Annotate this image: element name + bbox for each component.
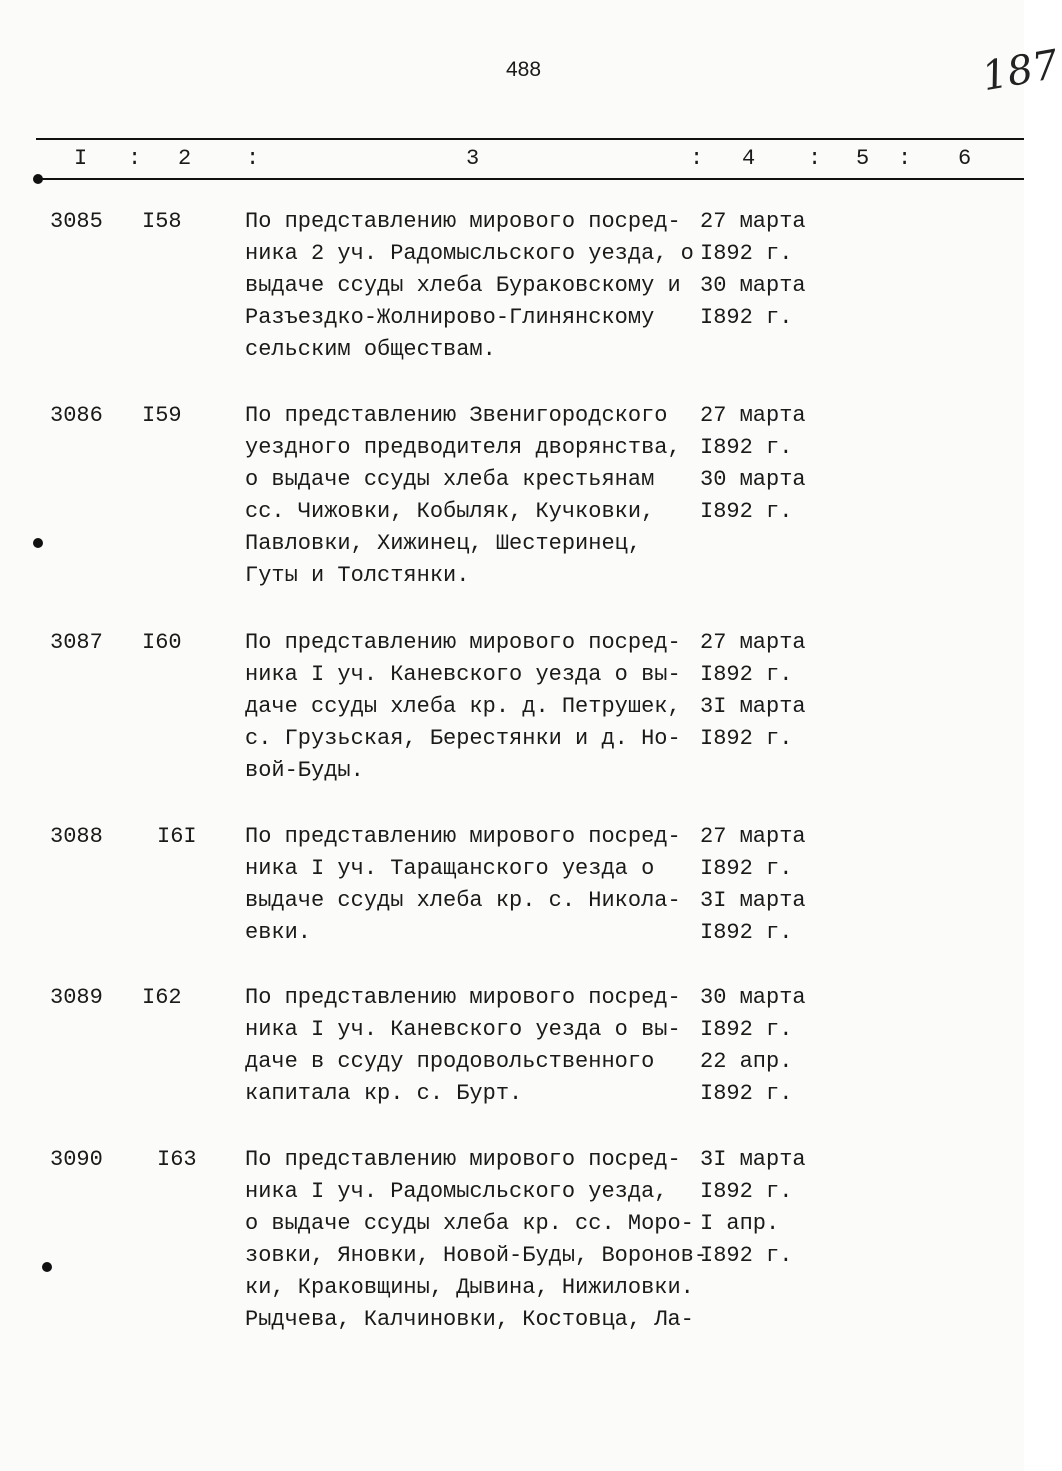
- date-line: 27 марта: [700, 209, 806, 234]
- date-line: 30 марта: [700, 467, 806, 492]
- description-line: ника I уч. Радомысльского уезда,: [245, 1179, 668, 1204]
- description-line: даче ссуды хлеба кр. д. Петрушек,: [245, 694, 681, 719]
- description-line: с. Грузьская, Берестянки и д. Но-: [245, 726, 681, 751]
- date-line: 3I марта: [700, 1147, 806, 1172]
- date-line: I892 г.: [700, 856, 793, 881]
- entry-sheet-number: I60: [142, 630, 182, 655]
- entry-number: 3089: [50, 985, 103, 1010]
- entry-description: [245, 400, 681, 592]
- description-line: ника 2 уч. Радомысльского уезда, о: [245, 241, 694, 266]
- handwritten-sheet-number: 187: [978, 41, 1062, 101]
- description-line: вой-Буды.: [245, 758, 364, 783]
- date-line: 27 марта: [700, 403, 806, 428]
- date-line: I892 г.: [700, 241, 793, 266]
- date-line: I892 г.: [700, 1243, 793, 1268]
- description-line: По представлению мирового посред-: [245, 630, 681, 655]
- column-header: 4: [742, 146, 756, 171]
- date-line: I892 г.: [700, 305, 793, 330]
- description-line: ника I уч. Каневского уезда о вы-: [245, 662, 681, 687]
- description-line: выдаче ссуды хлеба Бураковскому и: [245, 273, 681, 298]
- entry-dates: [700, 400, 806, 528]
- column-header: 3: [466, 146, 480, 171]
- entry-dates: [700, 627, 806, 755]
- entry-number: 3090: [50, 1147, 103, 1172]
- description-line: Гуты и Толстянки.: [245, 563, 470, 588]
- date-line: 27 марта: [700, 824, 806, 849]
- description-line: ки, Краковщины, Дывина, Нижиловки.: [245, 1275, 694, 1300]
- entry-dates: [700, 982, 806, 1110]
- entry-description: [245, 982, 681, 1110]
- entry-description: [245, 627, 681, 787]
- date-line: 30 марта: [700, 985, 806, 1010]
- description-line: ника I уч. Таращанского уезда о: [245, 856, 655, 881]
- column-separator: :: [898, 146, 912, 171]
- entry-dates: [700, 821, 806, 949]
- entry-description: [245, 1144, 707, 1336]
- entry-number: 3087: [50, 630, 103, 655]
- description-line: сс. Чижовки, Кобыляк, Кучковки,: [245, 499, 655, 524]
- entry-sheet-number: I6I: [157, 824, 197, 849]
- date-line: I892 г.: [700, 1017, 793, 1042]
- entry-dates: [700, 1144, 806, 1272]
- punch-hole-mark: [42, 1262, 52, 1272]
- date-line: 30 марта: [700, 273, 806, 298]
- description-line: выдаче ссуды хлеба кр. с. Никола-: [245, 888, 681, 913]
- date-line: I892 г.: [700, 726, 793, 751]
- description-line: сельским обществам.: [245, 337, 496, 362]
- date-line: 3I марта: [700, 694, 806, 719]
- description-line: ника I уч. Каневского уезда о вы-: [245, 1017, 681, 1042]
- column-separator: :: [246, 146, 260, 171]
- column-header: 6: [958, 146, 972, 171]
- date-line: I892 г.: [700, 1179, 793, 1204]
- column-header: I: [74, 146, 88, 171]
- column-header: 5: [856, 146, 870, 171]
- column-header: 2: [178, 146, 192, 171]
- description-line: даче в ссуду продовольственного: [245, 1049, 655, 1074]
- entry-description: [245, 821, 681, 949]
- page-number: 488: [506, 58, 542, 81]
- description-line: о выдаче ссуды хлеба крестьянам: [245, 467, 655, 492]
- description-line: зовки, Яновки, Новой-Буды, Воронов-: [245, 1243, 708, 1268]
- description-line: уездного предводителя дворянства,: [245, 435, 681, 460]
- entry-dates: [700, 206, 806, 334]
- entry-sheet-number: I58: [142, 209, 182, 234]
- entry-number: 3088: [50, 824, 103, 849]
- entry-description: [245, 206, 694, 366]
- date-line: I892 г.: [700, 662, 793, 687]
- punch-hole-mark: [33, 174, 43, 184]
- date-line: I892 г.: [700, 435, 793, 460]
- column-separator: :: [808, 146, 822, 171]
- column-separator: :: [128, 146, 142, 171]
- header-top-rule: [36, 138, 1024, 140]
- entry-sheet-number: I63: [157, 1147, 197, 1172]
- description-line: капитала кр. с. Бурт.: [245, 1081, 523, 1106]
- date-line: I892 г.: [700, 1081, 793, 1106]
- description-line: Разъездко-Жолнирово-Глинянскому: [245, 305, 655, 330]
- date-line: I892 г.: [700, 499, 793, 524]
- description-line: По представлению мирового посред-: [245, 209, 681, 234]
- entry-number: 3085: [50, 209, 103, 234]
- date-line: 3I марта: [700, 888, 806, 913]
- date-line: I апр.: [700, 1211, 780, 1236]
- punch-hole-mark: [33, 538, 43, 548]
- date-line: 22 апр.: [700, 1049, 793, 1074]
- entry-number: 3086: [50, 403, 103, 428]
- description-line: По представлению Звенигородского: [245, 403, 668, 428]
- description-line: о выдаче ссуды хлеба кр. сс. Моро-: [245, 1211, 694, 1236]
- header-bottom-rule: [36, 178, 1024, 180]
- entry-sheet-number: I59: [142, 403, 182, 428]
- description-line: евки.: [245, 920, 312, 945]
- description-line: Рыдчева, Калчиновки, Костовца, Ла-: [245, 1307, 694, 1332]
- description-line: По представлению мирового посред-: [245, 824, 681, 849]
- description-line: По представлению мирового посред-: [245, 1147, 681, 1172]
- date-line: I892 г.: [700, 920, 793, 945]
- description-line: По представлению мирового посред-: [245, 985, 681, 1010]
- entry-sheet-number: I62: [142, 985, 182, 1010]
- date-line: 27 марта: [700, 630, 806, 655]
- description-line: Павловки, Хижинец, Шестеринец,: [245, 531, 642, 556]
- column-separator: :: [690, 146, 704, 171]
